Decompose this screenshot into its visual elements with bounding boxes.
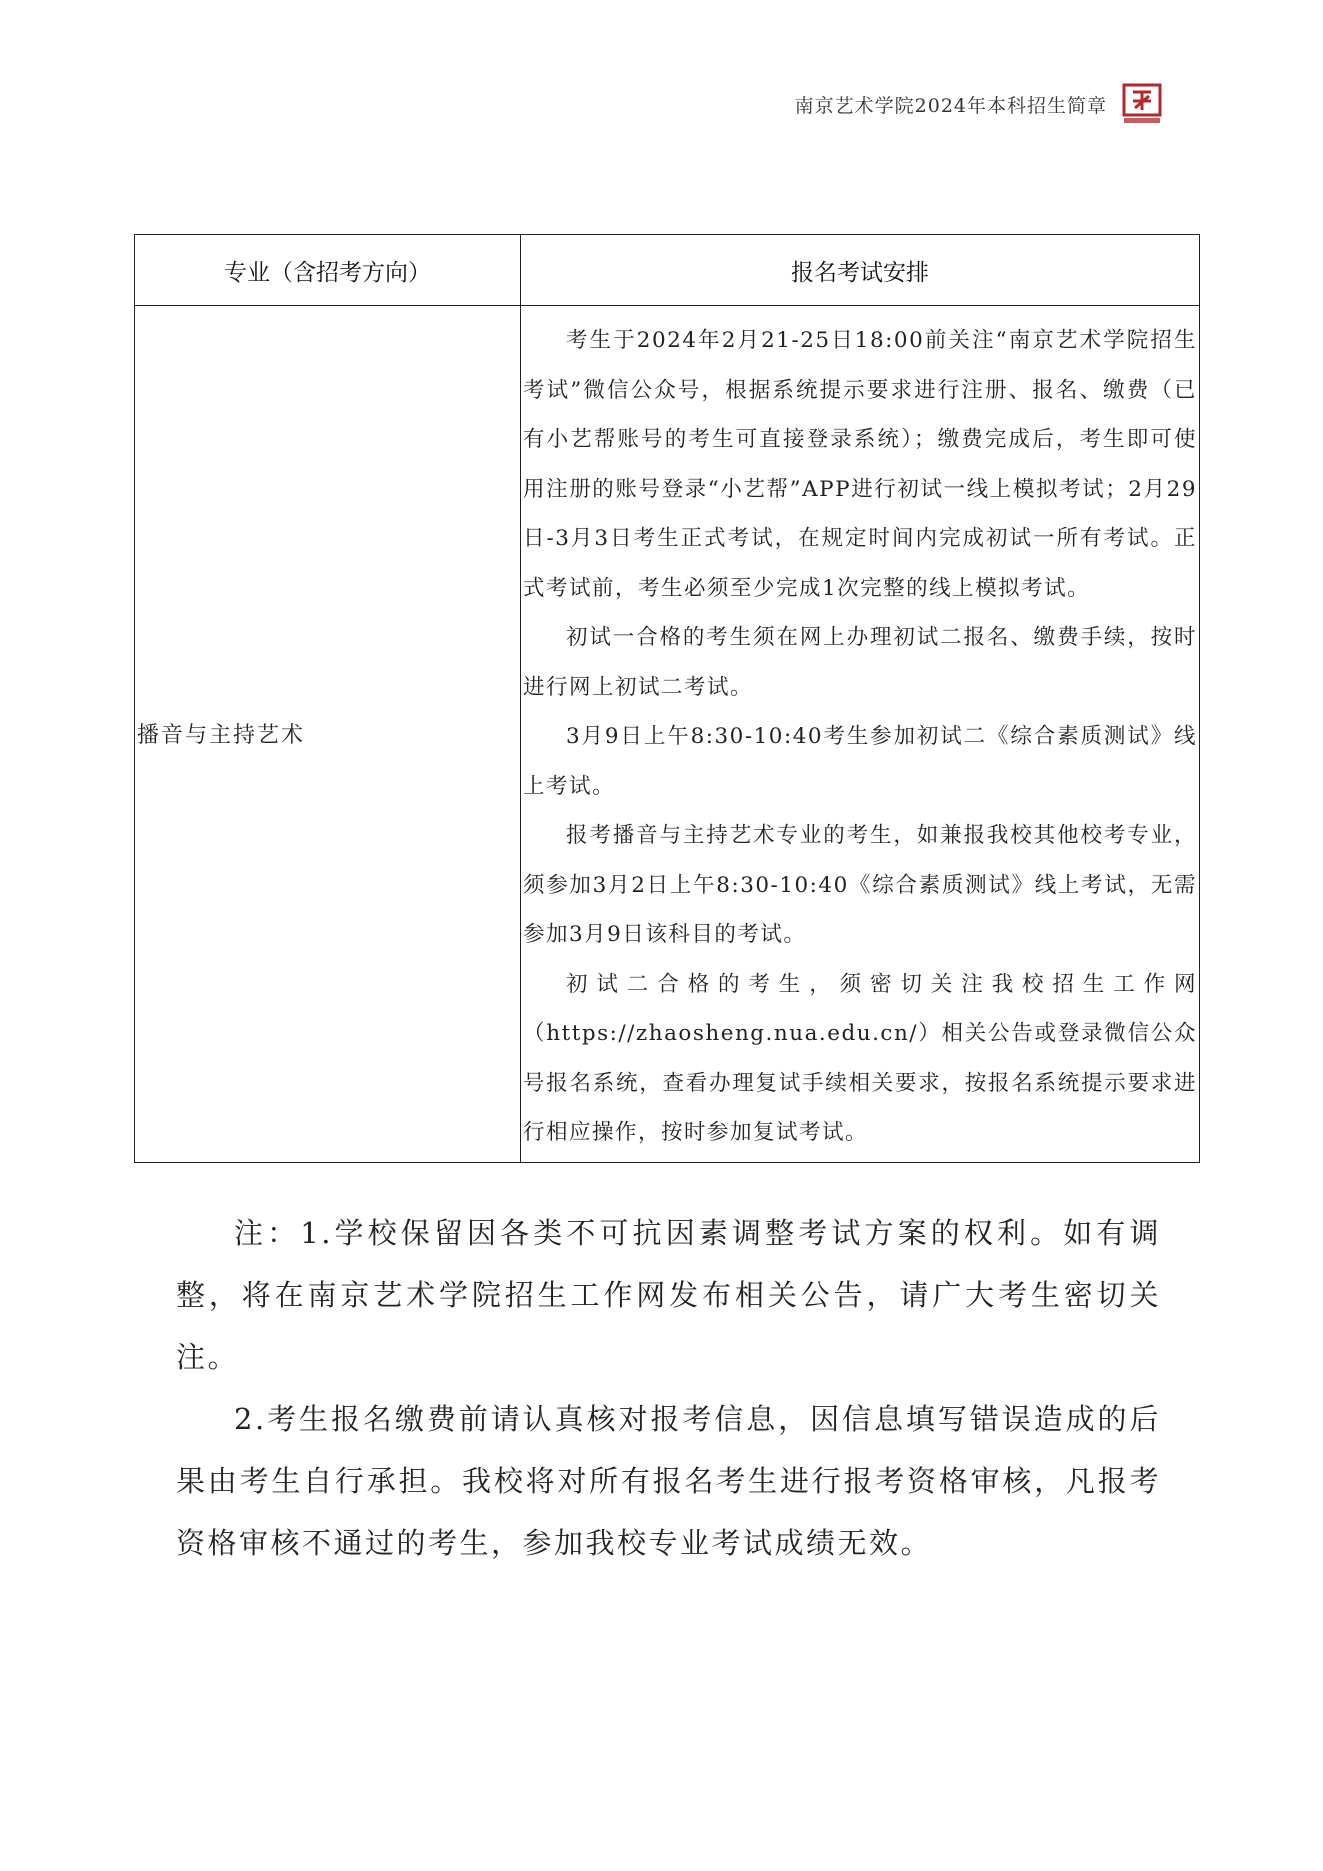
arrangement-paragraph: 考生于2024年2月21-25日18:00前关注“南京艺术学院招生考试”微信公众号，根据系统提示要求进行注册、报名、缴费（已有小艺帮账号的考生可直接登录系统）；缴费完成后，考生即可使用注册的账号登录“小艺帮”APP进行初试一线上模拟考试；2月29日-3月3日考生正式考试，在规定时间内完成初试一所有考试。正式考试前，考生必须至少完成1次完整的线上模拟考试。	[523, 328, 1197, 601]
note-paragraph: 注：1.学校保留因各类不可抗因素调整考试方案的权利。如有调整，将在南京艺术学院招生工作网发布相关公告，请广大考生密切关注。	[176, 1216, 1161, 1374]
nua-seal-logo-icon	[1121, 82, 1163, 126]
header-major: 专业（含招考方向）	[135, 235, 521, 306]
arrangement-paragraph: 3月9日上午8:30-10:40考生参加初试二《综合素质测试》线上考试。	[523, 724, 1197, 799]
header-arrangement: 报名考试安排	[521, 235, 1200, 306]
notes-section	[176, 1202, 1161, 1574]
arrangement-paragraph: 报考播音与主持艺术专业的考生，如兼报我校其他校考专业，须参加3月2日上午8:30-10:40《综合素质测试》线上考试，无需参加3月9日该科目的考试。	[523, 823, 1197, 947]
arrangement-paragraph: 初试二合格的考生，须密切关注我校招生工作网（https://zhaosheng.nua.edu.cn/）相关公告或登录微信公众号报名系统，查看办理复试手续相关要求，按报名系统提示要求进行相应操作，按时参加复试考试。	[523, 971, 1197, 1145]
header-title: 南京艺术学院2024年本科招生简章	[794, 94, 1107, 117]
table-row	[135, 306, 1200, 1163]
arrangement-cell	[521, 306, 1200, 1163]
page-header	[795, 82, 1163, 126]
arrangement-paragraph: 初试一合格的考生须在网上办理初试二报名、缴费手续，按时进行网上初试二考试。	[523, 625, 1197, 700]
major-cell: 播音与主持艺术	[135, 306, 521, 1163]
note-paragraph: 2.考生报名缴费前请认真核对报考信息，因信息填写错误造成的后果由考生自行承担。我校将对所有报名考生进行报考资格审核，凡报考资格审核不通过的考生，参加我校专业考试成绩无效。	[176, 1402, 1161, 1560]
exam-arrangement-table	[134, 234, 1200, 1163]
table-header-row	[135, 235, 1200, 306]
